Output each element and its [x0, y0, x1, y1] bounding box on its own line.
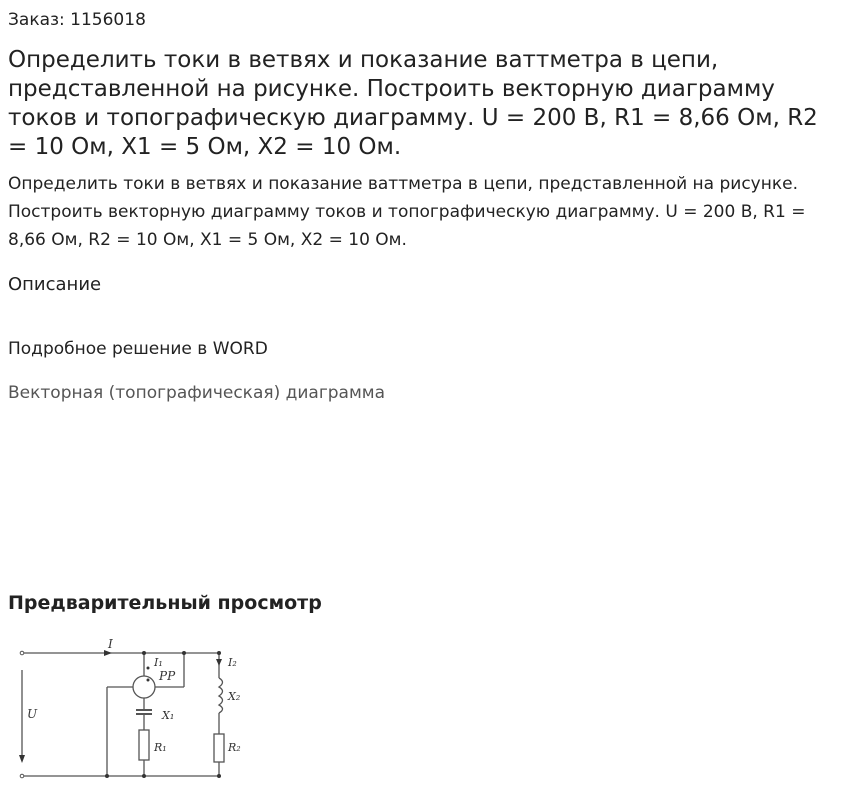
circuit-wires	[22, 653, 223, 776]
label-current-total: I	[108, 638, 113, 651]
description-heading: Описание	[8, 274, 102, 295]
preview-title: Предварительный просмотр	[8, 592, 322, 614]
diagram-note: Векторная (топографическая) диаграмма	[8, 383, 386, 403]
label-r2: R₂	[228, 741, 241, 754]
label-wattmeter: PP	[159, 669, 176, 683]
label-current-2: I₂	[228, 656, 237, 669]
label-x2: X₂	[228, 690, 241, 703]
circuit-diagram	[14, 638, 250, 788]
label-current-1: I₁	[154, 656, 163, 669]
page-content	[8, 0, 840, 405]
task-description: Определить токи в ветвях и показание ваттметра в цепи, представленной на рисунке. Построить векторную диаграмму токов и топографическую диаграмму. U = 200 В, R1 = 8,66 Ом, R2 = 10 Ом, X1 = 5 Ом, X2 = 10 Ом.	[8, 174, 806, 250]
arrows	[19, 650, 222, 763]
label-x1: X₁	[162, 709, 175, 722]
wattmeter-icon	[133, 676, 155, 698]
terminal	[20, 774, 24, 778]
solution-note: Подробное решение в WORD	[8, 339, 268, 359]
resistor-r2	[214, 734, 224, 762]
label-r1: R₁	[154, 741, 167, 754]
task-title: Определить токи в ветвях и показание ваттметра в цепи, представленной на рисунке. Построить векторную диаграмму токов и топографическую диаграмму. U = 200 В, R1 = 8,66 Ом, R2 = 10 Ом, X1 = 5 Ом, X2 = 10 Ом.	[8, 47, 818, 160]
order-number: Заказ: 1156018	[8, 10, 146, 30]
label-voltage: U	[27, 707, 38, 721]
terminal	[20, 651, 24, 655]
resistor-r1	[139, 730, 149, 760]
